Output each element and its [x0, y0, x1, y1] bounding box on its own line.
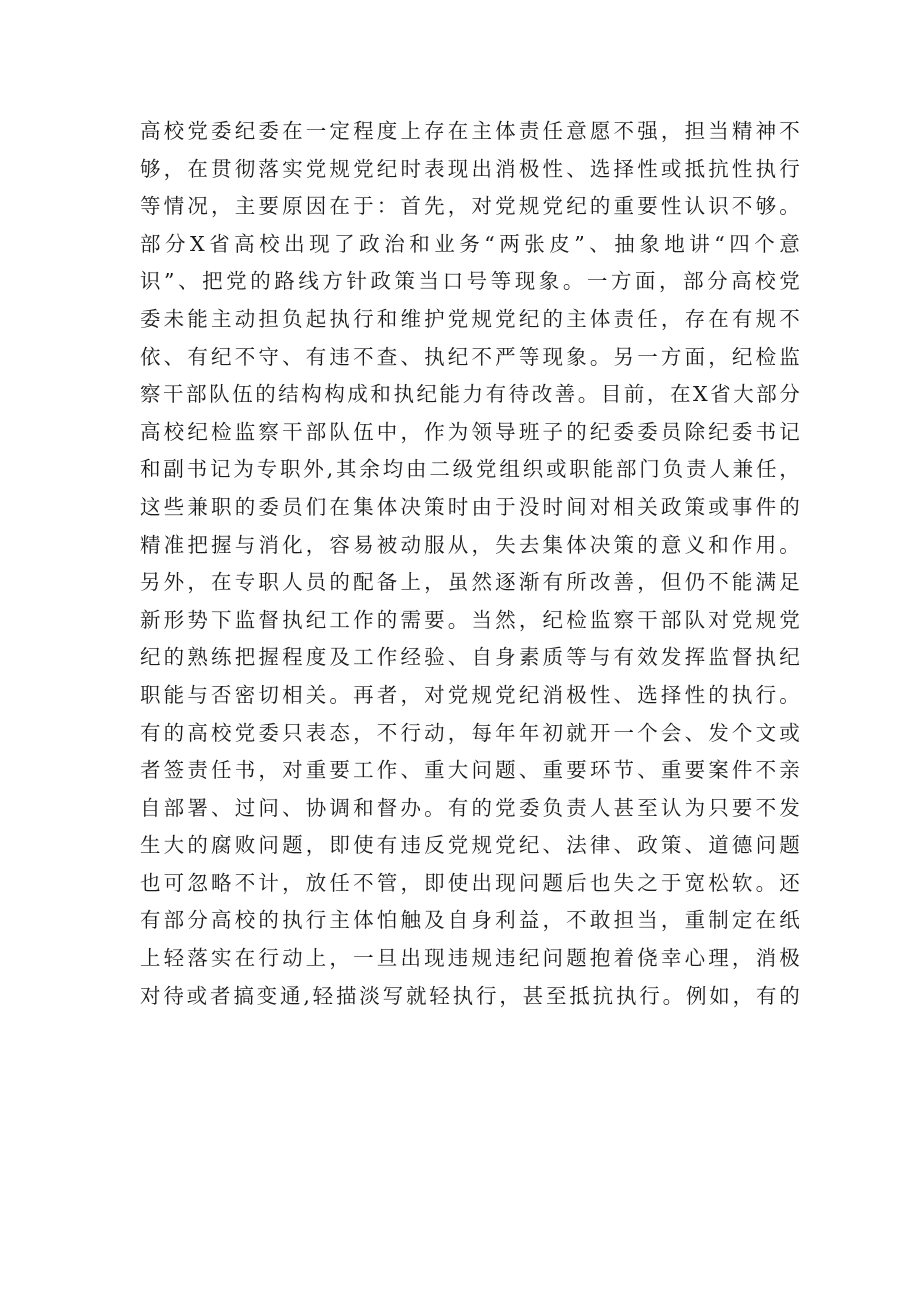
text-line: 上轻落实在行动上，一旦出现违规违纪问题抱着侥幸心理，消极	[140, 946, 800, 971]
text-line: 精准把握与消化，容易被动服从，失去集体决策的意义和作用。	[140, 532, 800, 557]
text-line: 识”、把党的路线方针政策当口号等现象。一方面，部分高校党	[140, 269, 800, 294]
text-line: 察干部队伍的结构构成和执纪能力有待改善。目前，在X省大部分	[140, 382, 800, 407]
text-line: 和副书记为专职外,其余均由二级党组织或职能部门负责人兼任，	[140, 457, 800, 482]
text-line: 者签责任书，对重要工作、重大问题、重要环节、重要案件不亲	[140, 758, 800, 783]
text-line: 高校党委纪委在一定程度上存在主体责任意愿不强，担当精神不	[140, 119, 800, 143]
text-line: 纪的熟练把握程度及工作经验、自身素质等与有效发挥监督执纪	[140, 645, 800, 670]
text-line: 另外，在专职人员的配备上，虽然逐渐有所改善，但仍不能满足	[140, 570, 800, 595]
text-line: 有部分高校的执行主体怕触及自身利益，不敢担当，重制定在纸	[140, 908, 800, 933]
text-line: 新形势下监督执纪工作的需要。当然，纪检监察干部队对党规党	[140, 607, 800, 632]
text-line: 这些兼职的委员们在集体决策时由于没时间对相关政策或事件的	[140, 494, 800, 519]
text-line: 依、有纪不守、有违不查、执纪不严等现象。另一方面，纪检监	[140, 344, 800, 369]
text-line: 生大的腐败问题，即使有违反党规党纪、法律、政策、道德问题	[140, 833, 800, 858]
text-line: 委未能主动担负起执行和维护党规党纪的主体责任，存在有规不	[140, 306, 800, 331]
text-line: 也可忽略不计，放任不管，即使出现问题后也失之于宽松软。还	[140, 870, 800, 895]
text-line: 等情况，主要原因在于：首先，对党规党纪的重要性认识不够。	[140, 194, 800, 219]
text-line: 部分X省高校出现了政治和业务“两张皮”、抽象地讲“四个意	[140, 231, 800, 256]
text-line: 高校纪检监察干部队伍中，作为领导班子的纪委委员除纪委书记	[140, 419, 800, 444]
text-line: 够，在贯彻落实党规党纪时表现出消极性、选择性或抵抗性执行	[140, 156, 800, 181]
body-paragraph	[140, 113, 800, 1015]
text-line: 有的高校党委只表态，不行动，每年年初就开一个会、发个文或	[140, 720, 800, 745]
text-line: 对待或者搞变通,轻描淡写就轻执行，甚至抵抗执行。例如，有的	[140, 983, 800, 1008]
text-line: 自部署、过问、协调和督办。有的党委负责人甚至认为只要不发	[140, 795, 800, 820]
text-line: 职能与否密切相关。再者，对党规党纪消极性、选择性的执行。	[140, 682, 800, 707]
